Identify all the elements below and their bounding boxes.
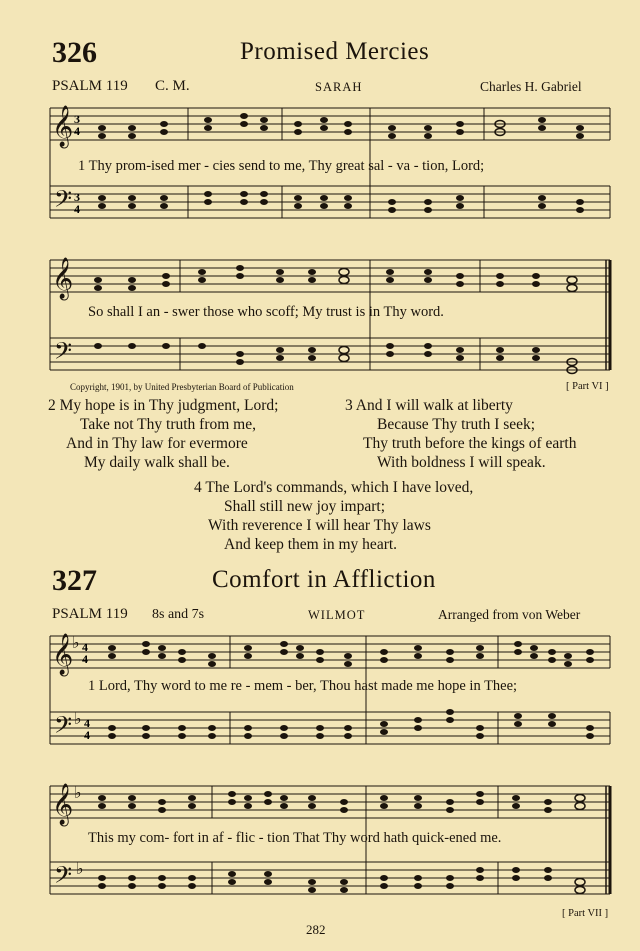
svg-text:4: 4: [74, 124, 80, 138]
svg-text:𝄢: 𝄢: [54, 339, 73, 370]
hymn-326-stanza-4: [194, 478, 473, 554]
hymn-326-meter: C. M.: [155, 78, 190, 94]
hymn-327-composer: Arranged from von Weber: [438, 607, 581, 622]
hymn-326-composer: Charles H. Gabriel: [480, 79, 582, 94]
hymn-326-part: [ Part VI ]: [566, 381, 609, 392]
svg-text:4: 4: [84, 728, 90, 742]
svg-text:3: 3: [74, 190, 80, 204]
svg-text:𝄢: 𝄢: [54, 713, 73, 744]
hymn-326-lyric-line-2: So shall I an - swer those who scoff; My trust is in Thy word.: [88, 304, 444, 320]
svg-text:4: 4: [74, 202, 80, 216]
hymn-326-tune: SARAH: [315, 80, 363, 94]
svg-text:♭: ♭: [76, 861, 84, 878]
hymn-327-meter: 8s and 7s: [152, 607, 205, 622]
svg-text:♭: ♭: [72, 635, 80, 652]
svg-text:4: 4: [82, 640, 88, 654]
svg-text:𝄞: 𝄞: [52, 634, 74, 674]
stanza-4-line-2: Shall still new joy impart;: [224, 498, 386, 515]
stanza-4-line-1: 4 The Lord's commands, which I have loved,: [194, 479, 474, 496]
svg-text:𝄢: 𝄢: [54, 863, 73, 894]
svg-text:𝄞: 𝄞: [52, 106, 74, 146]
stanza-4-line-3: With reverence I will hear Thy laws: [208, 517, 431, 534]
hymn-326-copyright: Copyright, 1901, by United Presbyterian Board of Publication: [70, 382, 294, 392]
svg-text:♭: ♭: [74, 785, 82, 802]
svg-text:4: 4: [82, 652, 88, 666]
stanza-2-line-3: And in Thy law for evermore: [66, 435, 248, 452]
hymn-326-stanza-3: [345, 396, 577, 472]
stanza-2-line-4: My daily walk shall be.: [84, 454, 230, 471]
hymn-327-lyric-line-1: 1 Lord, Thy word to me re - mem - ber, Thou hast made me hope in Thee;: [88, 678, 518, 694]
stanza-4-line-4: And keep them in my heart.: [224, 536, 398, 553]
stanza-2-line-2: Take not Thy truth from me,: [80, 416, 256, 433]
hymn-326-number: 326: [52, 36, 97, 69]
stanza-3-line-3: Thy truth before the kings of earth: [363, 435, 577, 452]
svg-text:♭: ♭: [74, 711, 82, 728]
svg-text:4: 4: [84, 716, 90, 730]
svg-text:3: 3: [74, 112, 80, 126]
hymn-327-lyric-line-2: This my com- fort in af - flic - tion That Thy word hath quick-ened me.: [88, 830, 502, 846]
hymn-326-psalm: PSALM 119: [52, 78, 128, 94]
hymn-327-tune: WILMOT: [308, 608, 366, 622]
hymn-326-stanza-2: [48, 396, 278, 472]
stanza-3-line-1: 3 And I will walk at liberty: [345, 397, 513, 414]
hymn-326-lyric-line-1: 1 Thy prom-ised mer - cies send to me, Thy great sal - va - tion, Lord;: [78, 158, 485, 174]
hymn-327-part: [ Part VII ]: [562, 908, 609, 919]
stanza-3-line-4: With boldness I will speak.: [377, 454, 546, 471]
svg-text:𝄞: 𝄞: [52, 784, 74, 824]
stanza-3-line-2: Because Thy truth I seek;: [377, 416, 536, 433]
hymn-327-psalm: PSALM 119: [52, 606, 128, 622]
page-number: 282: [306, 922, 326, 937]
svg-text:𝄢: 𝄢: [54, 187, 73, 218]
hymn-327-title: Comfort in Affliction: [212, 566, 436, 593]
hymn-326-title: Promised Mercies: [240, 38, 430, 65]
svg-text:𝄞: 𝄞: [52, 258, 74, 298]
hymn-327-number: 327: [52, 564, 97, 597]
stanza-2-line-1: 2 My hope is in Thy judgment, Lord;: [48, 397, 279, 414]
